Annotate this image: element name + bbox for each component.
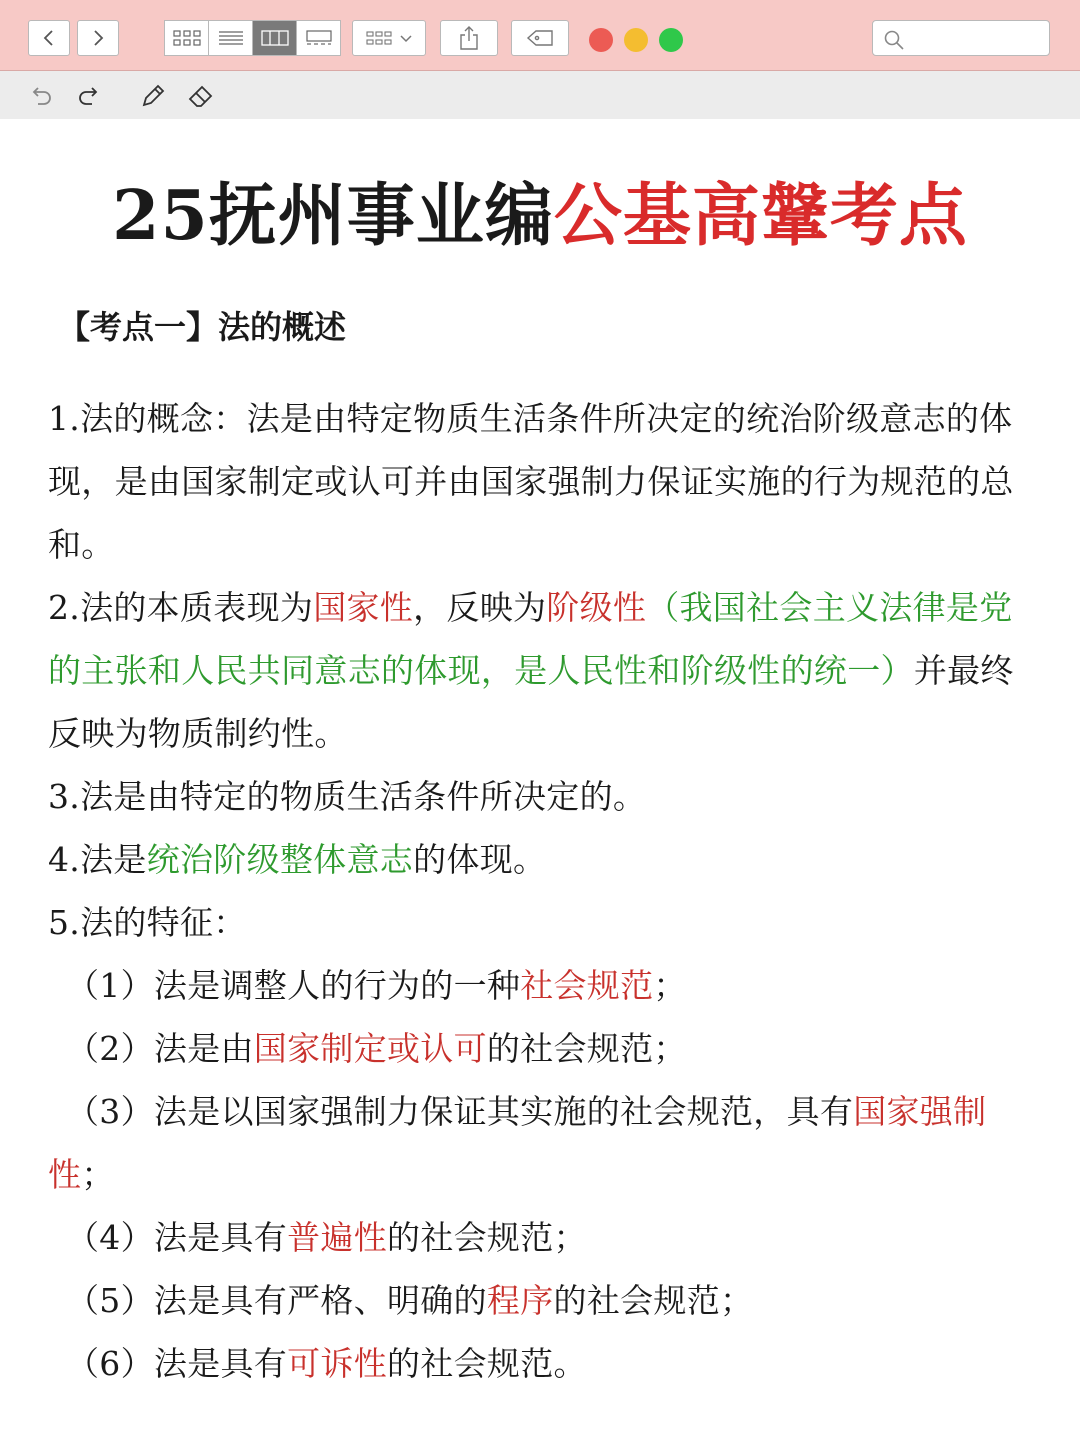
feature-3 <box>48 1080 1033 1206</box>
f1-text-c: ； <box>653 966 687 1005</box>
chevron-down-icon <box>399 33 413 43</box>
share-icon <box>458 25 480 51</box>
feature-1 <box>48 954 1051 1017</box>
f3-text-a: （3）法是以国家强制力保证其实施的社会规范，具有 <box>66 1092 854 1131</box>
p2-highlight-jiejixing: 阶级性 <box>546 588 647 627</box>
share-button[interactable] <box>440 20 498 56</box>
p5-text: 5.法的特征： <box>48 903 247 942</box>
close-window-button[interactable] <box>589 28 613 52</box>
p4-text-c: 的体现。 <box>413 840 547 879</box>
gallery-view-icon <box>305 29 333 47</box>
p4-text-a: 4.法是 <box>48 840 147 879</box>
f6-text-a: （6）法是具有 <box>66 1344 288 1383</box>
p4-green-highlight: 统治阶级整体意志 <box>146 840 414 879</box>
f6-text-c: 的社会规范。 <box>387 1344 587 1383</box>
tag-icon <box>526 29 554 47</box>
f1-text-a: （1）法是调整人的行为的一种 <box>66 966 521 1005</box>
minimize-window-button[interactable] <box>624 28 648 52</box>
f5-highlight: 程序 <box>486 1281 554 1320</box>
paragraph-3 <box>48 765 1033 828</box>
group-by-dropdown[interactable] <box>352 20 426 56</box>
view-mode-group <box>165 20 341 56</box>
p2-green-note: （我国社会主义法律是党的主张和人民共同意志的体现，是人民性和阶级性的统一） <box>48 588 1013 690</box>
f4-text-a: （4）法是具有 <box>66 1218 288 1257</box>
p2-highlight-guojiaxing: 国家性 <box>313 588 414 627</box>
section-heading: 【考点一】法的概述 <box>58 308 347 346</box>
chevron-right-icon <box>90 28 106 48</box>
column-view-icon <box>261 29 289 47</box>
f3-highlight: 国家强制性 <box>48 1092 987 1194</box>
p2-text-c: ，反映为 <box>413 588 547 627</box>
edit-toolbar <box>0 71 1080 119</box>
redo-icon[interactable] <box>76 83 100 107</box>
eraser-icon[interactable] <box>187 83 215 109</box>
title-red-part: 公基高鞶考点 <box>553 176 968 256</box>
f5-text-a: （5）法是具有严格、明确的 <box>66 1281 487 1320</box>
f2-text-c: 的社会规范； <box>486 1029 687 1068</box>
group-view-icon <box>365 29 395 47</box>
zoom-window-button[interactable] <box>659 28 683 52</box>
f4-highlight: 普遍性 <box>287 1218 388 1257</box>
gallery-view-button[interactable] <box>296 20 341 56</box>
paragraph-5 <box>48 891 1033 954</box>
column-view-button[interactable] <box>252 20 297 56</box>
feature-6 <box>48 1332 1051 1395</box>
tag-button[interactable] <box>511 20 569 56</box>
grid-view-icon <box>172 29 202 47</box>
f6-highlight: 可诉性 <box>287 1344 388 1383</box>
window-toolbar <box>0 0 1080 71</box>
p2-text-f: 并最终反映为物质制约性。 <box>48 651 1014 753</box>
page-title <box>0 173 1080 259</box>
paragraph-2 <box>48 576 1033 765</box>
feature-2 <box>48 1017 1051 1080</box>
back-button[interactable] <box>28 20 70 56</box>
f1-highlight: 社会规范 <box>520 966 654 1005</box>
p2-text-a: 2.法的本质表现为 <box>48 588 314 627</box>
list-view-icon <box>218 29 244 47</box>
grid-view-button[interactable] <box>164 20 209 56</box>
chevron-left-icon <box>41 28 57 48</box>
f5-text-c: 的社会规范； <box>553 1281 754 1320</box>
search-icon <box>883 29 905 51</box>
feature-4 <box>48 1206 1051 1269</box>
search-input[interactable] <box>909 27 1043 51</box>
p1-text: 1.法的概念：法是由特定物质生活条件所决定的统治阶级意志的体现，是由国家制定或认可并由国家强制力保证实施的行为规范的总和。 <box>48 399 1014 564</box>
p3-text: 3.法是由特定的物质生活条件所决定的。 <box>48 777 647 816</box>
undo-icon[interactable] <box>30 83 54 107</box>
paragraph-4 <box>48 828 1033 891</box>
f4-text-c: 的社会规范； <box>387 1218 587 1257</box>
f2-text-a: （2）法是由 <box>66 1029 254 1068</box>
search-box[interactable] <box>872 20 1050 56</box>
feature-5 <box>48 1269 1051 1332</box>
f2-highlight: 国家制定或认可 <box>253 1029 487 1068</box>
pencil-icon[interactable] <box>140 83 166 109</box>
list-view-button[interactable] <box>208 20 253 56</box>
forward-button[interactable] <box>77 20 119 56</box>
paragraph-1 <box>48 387 1033 576</box>
f3-text-c: ； <box>81 1155 115 1194</box>
title-black-part: 25抚州事业编 <box>112 176 554 256</box>
